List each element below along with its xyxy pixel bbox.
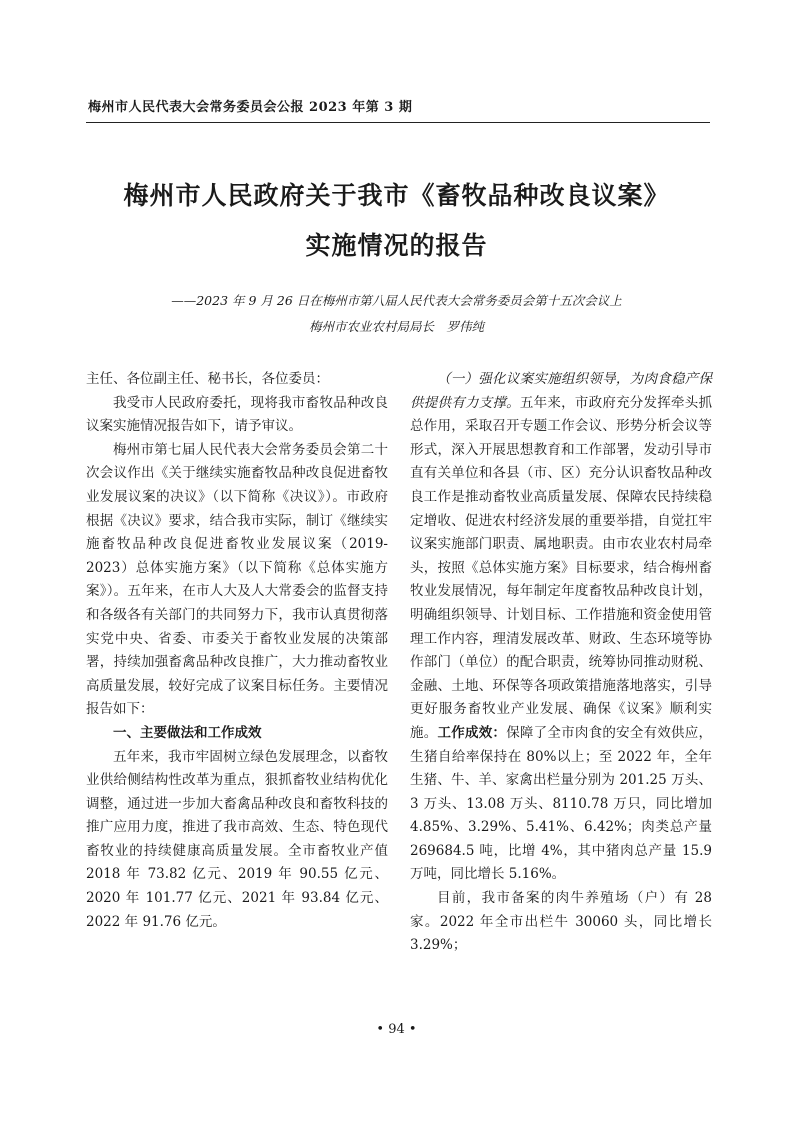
right-column (410, 368, 712, 958)
paragraph: 我受市人民政府委托，现将我市畜牧品种改良议案实施情况报告如下，请予审议。 (86, 394, 388, 435)
page-number: • 94 • (376, 1022, 417, 1037)
section-heading: 一、主要做法和工作成效 (113, 724, 262, 741)
left-column (86, 368, 388, 934)
salutation: 主任、各位副主任、秘书长，各位委员： (86, 371, 329, 387)
header-divider (86, 122, 710, 123)
meeting-subtitle: ——2023 年 9 月 26 日在梅州市第八届人民代表大会常务委员会第十五次会议上 (171, 293, 622, 308)
paragraph-body: 五年来，市政府充分发挥牵头抓总作用，采取召开专题工作会议、形势分析会议等形式，深入开展思想教育和工作部署，发动引导市直有关单位和各县（市、区）充分认识畜牧品种改良工作是推动畜牧业高质量发展、保障农民持续稳定增收、促进农村经济发展的重要举措，自觉扛牢议案实施部门职责、属地职责。由市农业农村局牵头，按照《总体实施方案》目标要求，结合梅州畜牧业发展情况，每年制定年度畜牧品种改良计划，明确组织领导、计划目标、工作措施和资金使用管理工作内容，理清发展改革、财政、生态环境等协作部门（单位）的配合职责，统筹协同推动财税、金融、土地、环保等各项政策措施落地落实，引导更好服务畜牧业产业发展、确保《议案》顺利实施。 (410, 394, 713, 741)
paragraph: 五年来，我市牢固树立绿色发展理念，以畜牧业供给侧结构性改革为重点，狠抓畜牧业结构优化调整，通过进一步加大畜禽品种改良和畜牧科技的推广应用力度，推进了我市高效、生态、特色现代畜牧业的持续健康高质量发展。全市畜牧业产值 2018 年 73.82 亿元、2019 年 90.55 亿元、2020 年 101.77 亿元、2021 年 93.84 亿元、2022 年 91.76 亿元。 (86, 748, 388, 930)
results-text: 保障了全市肉食的安全有效供应，生猪自给率保持在 80%以上；至 2022 年，全年生猪、牛、羊、家禽出栏量分别为 201.25 万头、3 万头、13.08 万头、8110.78 万只，同比增加 4.85%、3.29%、5.41%、6.42%；肉类总产量 269684.5 吨，比增 4%，其中猪肉总产量 15.9 万吨，同比增长 5.16%。 (410, 724, 713, 883)
speaker-line: 梅州市农业农村局局长 罗伟纯 (308, 319, 484, 334)
results-label: 工作成效： (437, 724, 507, 741)
paragraph: 目前，我市备案的肉牛养殖场（户）有 28 家。2022 年全市出栏牛 30060 头，同比增长 3.29%； (410, 890, 712, 954)
paragraph: 梅州市第七届人民代表大会常务委员会第二十次会议作出《关于继续实施畜牧品种改良促进畜牧业发展议案的决议》（以下简称《决议》）。市政府根据《决议》要求，结合我市实际，制订《继续实施畜牧品种改良促进畜牧业发展议案（2019-2023）总体实施方案》（以下简称《总体实施方案》）。五年来，在市人大及人大常委会的监督支持和各级各有关部门的共同努力下，我市认真贯彻落实党中央、省委、市委关于畜牧业发展的决策部署，持续加强畜禽品种改良推广，大力推动畜牧业高质量发展，较好完成了议案目标任务。主要情况报告如下： (86, 441, 388, 718)
subsection-lead: （一）强化议案实施组织领导，为肉食稳产保供提供有力支撑。 (410, 371, 712, 411)
report-title-line-1: 梅州市人民政府关于我市《畜牧品种改良议案》 (123, 181, 670, 210)
report-title-line-2: 实施情况的报告 (305, 231, 488, 260)
running-header: 梅州市人民代表大会常务委员会公报 2023 年第 3 期 (88, 100, 413, 115)
paragraph (410, 368, 712, 887)
